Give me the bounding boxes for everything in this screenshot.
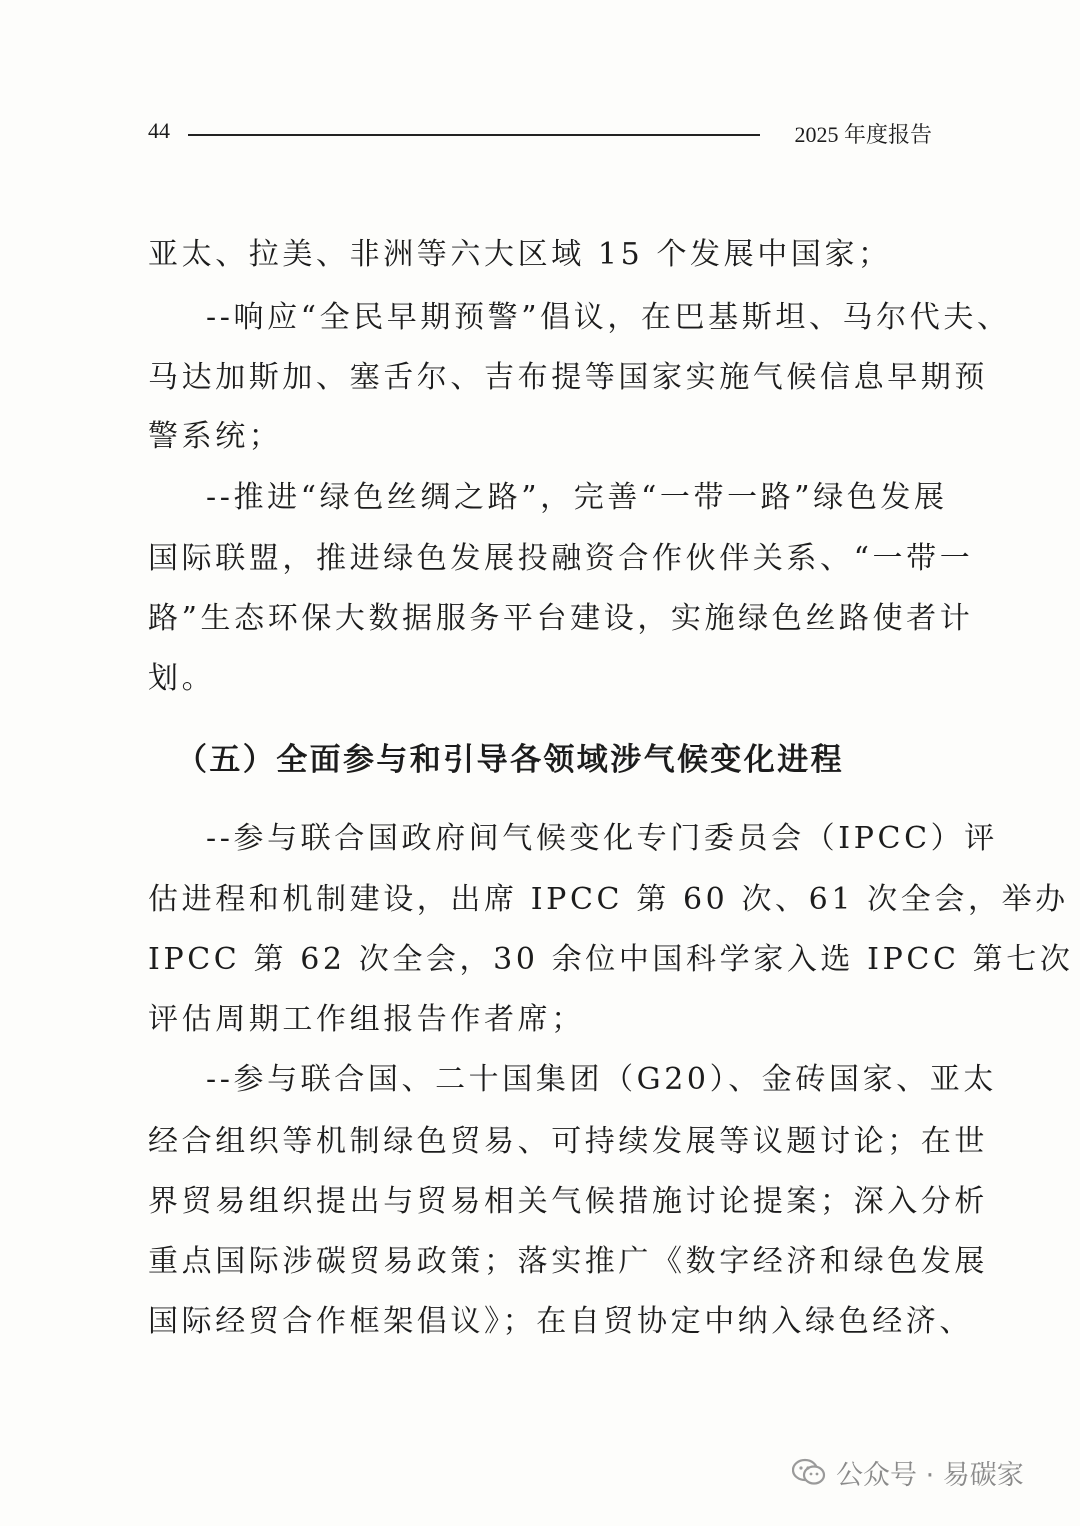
body-line: --响应“全民早期预警”倡议，在巴基斯坦、马尔代夫、	[206, 300, 1011, 335]
wechat-icon	[792, 1458, 826, 1486]
body-line: --推进“绿色丝绸之路”，完善“一带一路”绿色发展	[206, 480, 948, 515]
report-title: 2025 年度报告	[794, 122, 932, 147]
body-line: 路”生态环保大数据服务平台建设，实施绿色丝路使者计	[148, 601, 974, 636]
body-line: --参与联合国政府间气候变化专门委员会（IPCC）评	[206, 821, 998, 856]
body-line: 界贸易组织提出与贸易相关气候措施讨论提案；深入分析	[148, 1184, 988, 1219]
body-line: IPCC 第 62 次全会，30 余位中国科学家入选 IPCC 第七次	[148, 942, 1074, 977]
header-rule	[188, 134, 760, 136]
body-line: --参与联合国、二十国集团（G20）、金砖国家、亚太	[206, 1062, 998, 1097]
page-header	[148, 118, 932, 152]
body-line: 评估周期工作组报告作者席；	[148, 1002, 585, 1037]
body-line: 亚太、拉美、非洲等六大区域 15 个发展中国家；	[148, 237, 892, 272]
body-line: 重点国际涉碳贸易政策；落实推广《数字经济和绿色发展	[148, 1244, 988, 1279]
body-line: 划。	[148, 661, 216, 696]
page-number: 44	[148, 118, 170, 143]
body-line: 国际联盟，推进绿色发展投融资合作伙伴关系、“一带一	[148, 541, 974, 576]
body-line: 国际经贸合作框架倡议》；在自贸协定中纳入绿色经济、	[148, 1304, 973, 1339]
body-line: 估进程和机制建设，出席 IPCC 第 60 次、61 次全会，举办	[148, 882, 1069, 917]
watermark	[792, 1452, 1024, 1492]
watermark-text: 公众号 · 易碳家	[836, 1459, 1024, 1491]
body-line: 马达加斯加、塞舌尔、吉布提等国家实施气候信息早期预	[148, 360, 988, 395]
body-line: 警系统；	[148, 419, 283, 454]
body-line: 经合组织等机制绿色贸易、可持续发展等议题讨论；在世	[148, 1124, 988, 1159]
section-heading: （五）全面参与和引导各领域涉气候变化进程	[176, 742, 844, 778]
